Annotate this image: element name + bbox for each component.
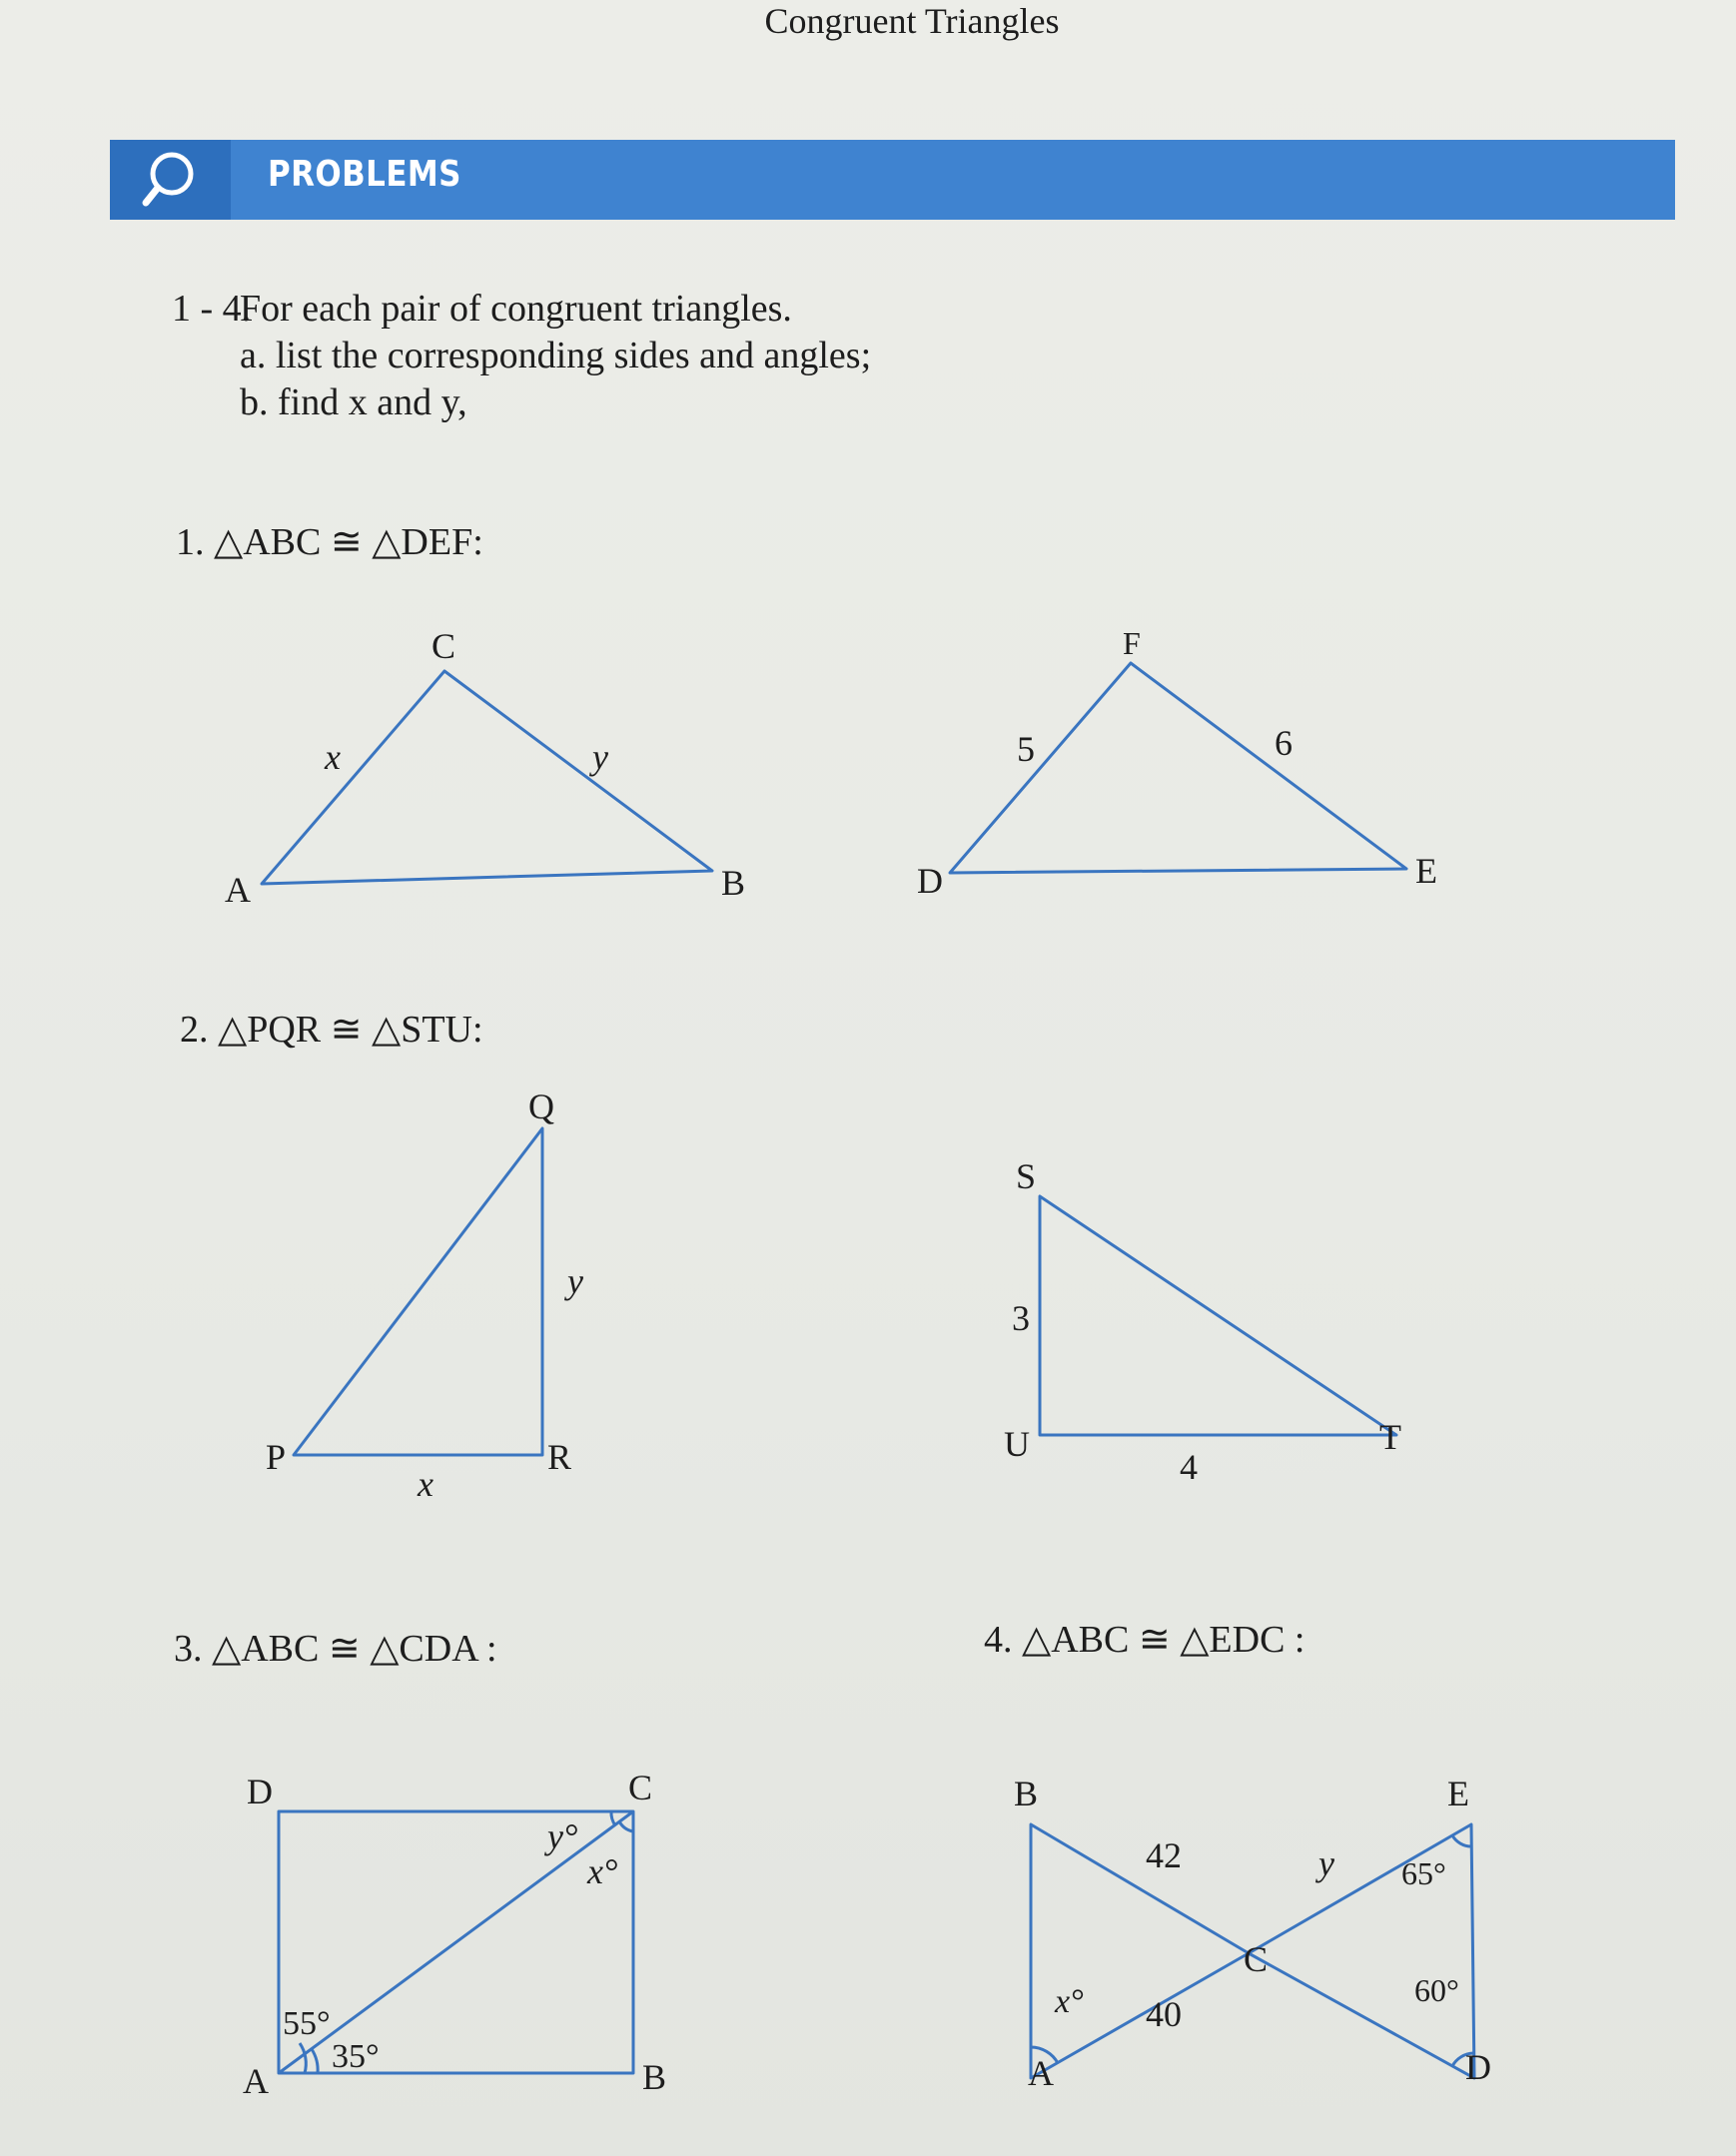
angle-mark-x <box>619 1821 633 1831</box>
instructions-lead: For each pair of congruent triangles. <box>240 288 792 330</box>
label-y-2: y <box>567 1261 583 1301</box>
label-d-4: D <box>1465 2047 1491 2087</box>
label-side-df: 5 <box>1017 729 1035 769</box>
label-35-angle: 35° <box>332 2038 380 2075</box>
label-c-1: C <box>432 626 456 666</box>
label-s-2: S <box>1016 1156 1037 1196</box>
label-side-fe: 6 <box>1275 723 1293 763</box>
label-u-2: U <box>1004 1424 1030 1464</box>
instructions-part-a: a. list the corresponding sides and angles; <box>240 335 872 376</box>
label-c-3: C <box>628 1768 653 1807</box>
label-d-1: D <box>917 861 943 901</box>
label-e-1: E <box>1415 851 1437 891</box>
label-side-40: 40 <box>1146 1994 1182 2034</box>
label-x-1: x <box>325 737 341 777</box>
label-60-angle: 60° <box>1414 1972 1459 2008</box>
angle-mark-35 <box>312 2049 318 2073</box>
label-r-2: R <box>547 1437 572 1477</box>
label-65-angle: 65° <box>1401 1855 1446 1891</box>
label-x-angle-3: x° <box>587 1851 618 1891</box>
label-b-4: B <box>1014 1774 1039 1813</box>
label-side-42: 42 <box>1146 1835 1182 1875</box>
label-y-angle-3: y° <box>547 1816 578 1856</box>
triangle-stu-2 <box>1040 1196 1396 1435</box>
triangle-abc-4 <box>1031 1824 1249 2078</box>
problem-4-statement: 4. △ABC ≅ △EDC : <box>984 1619 1305 1661</box>
label-x-angle-4: x° <box>1055 1983 1084 2020</box>
label-a-3: A <box>243 2061 269 2101</box>
triangle-abc-1 <box>262 671 712 884</box>
label-a-4: A <box>1028 2053 1054 2093</box>
label-y-1: y <box>592 737 608 777</box>
label-e-4: E <box>1447 1774 1469 1813</box>
instructions-range: 1 - 4. <box>172 288 252 330</box>
angle-mark-y <box>611 1811 615 1825</box>
instructions-part-b: b. find x and y, <box>240 381 467 423</box>
label-c-4: C <box>1244 1939 1269 1979</box>
banner-label: PROBLEMS <box>268 154 461 195</box>
label-b-1: B <box>721 863 746 903</box>
label-t-2: T <box>1379 1417 1401 1457</box>
label-q-2: Q <box>528 1086 554 1126</box>
problem-3-statement: 3. △ABC ≅ △CDA : <box>174 1628 497 1670</box>
problem-2-statement: 2. △PQR ≅ △STU: <box>180 1009 483 1051</box>
diagonal-ac-3 <box>279 1811 633 2073</box>
label-b-3: B <box>642 2057 667 2097</box>
label-x-2: x <box>418 1464 434 1504</box>
triangle-pqr-2 <box>294 1128 542 1455</box>
label-side-ut: 4 <box>1180 1447 1198 1487</box>
label-p-2: P <box>266 1437 287 1477</box>
problem-1-statement: 1. △ABC ≅ △DEF: <box>176 521 483 563</box>
label-55-angle: 55° <box>283 2005 331 2042</box>
label-f-1: F <box>1123 625 1141 661</box>
label-d-3: D <box>247 1772 273 1811</box>
label-side-su: 3 <box>1012 1298 1030 1338</box>
page-header-title: Congruent Triangles <box>764 1 1060 41</box>
angle-mark-65 <box>1452 1835 1471 1846</box>
label-y-4: y <box>1318 1843 1334 1883</box>
label-a-1: A <box>225 870 251 910</box>
